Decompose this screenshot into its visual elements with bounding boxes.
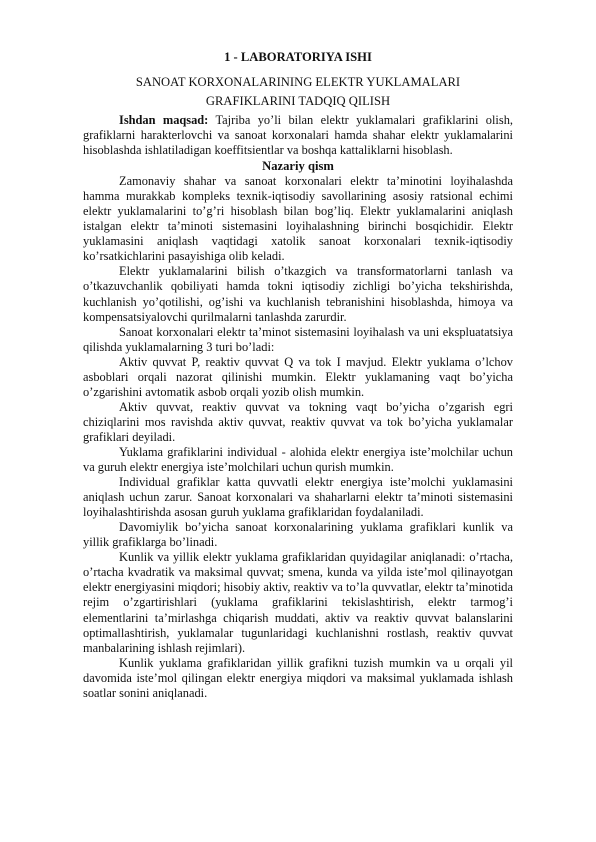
- purpose-label: Ishdan maqsad:: [119, 113, 209, 127]
- paragraph-8: Davomiylik bo’yicha sanoat korxonalarining yuklama grafiklari kunlik va yillik grafiklarga bo’linadi.: [83, 520, 513, 550]
- subtitle-line-1: SANOAT KORXONALARINING ELEKTR YUKLAMALARI: [135, 75, 461, 89]
- purpose-paragraph: [83, 113, 513, 158]
- subtitle-line-2: GRAFIKLARINI TADQIQ QILISH: [205, 94, 391, 108]
- paragraph-5: Aktiv quvvat, reaktiv quvvat va tokning vaqt bo’yicha o’zgarish egri chiziqlarini mos ravishda aktiv quvvat, reaktiv quvvat va tok bo’yicha yuklamalar grafiklari deyiladi.: [83, 399, 513, 444]
- paragraph-4: Aktiv quvvat P, reaktiv quvvat Q va tok I mavjud. Elektr yuklama o’lchov asboblari orqali nazorat qilinishi mumkin. Elektr yuklamaning vaqt bo’yicha o’zgarishini avtomatik asbob orqali yozib olish mumkin.: [83, 354, 513, 399]
- paragraph-2: Elektr yuklamalarini bilish o’tkazgich va transformatorlarni tanlash va o’tkazuvchanlik qobiliyati hamda tokni iqtisodiy zichligi bo’yicha tekshirishda, kuchlanish yo’qotilishi, og’ishi va kuchlanish tebranishini hisoblashda, himoya va kompensatsiyalovchi qurilmalarni tanlashda zarurdir.: [83, 264, 513, 324]
- paragraph-7: Individual grafiklar katta quvvatli elektr energiya iste’molchi yuklamasini aniqlash uchun zarur. Sanoat korxonalari va shaharlarni elektr ta’minoti sistemasini loyihalashtirishda asosan guruh yuklama grafiklaridan foydalaniladi.: [83, 475, 513, 520]
- paragraph-10: Kunlik yuklama grafiklaridan yillik grafikni tuzish mumkin va u orqali yil davomida iste’mol qilingan elektr energiya miqdori va maksimal yuklamada ishlash soatlar sonini aniqlanadi.: [83, 655, 513, 700]
- paragraph-3: Sanoat korxonalari elektr ta’minot sistemasini loyihalash va uni ekspluatatsiya qilishda yuklamalarning 3 turi bo’ladi:: [83, 324, 513, 354]
- document-page: [83, 50, 513, 701]
- lab-title: 1 - LABORATORIYA ISHI: [224, 50, 372, 64]
- purpose-text: Tajriba yo’li bilan elektr yuklamalari grafiklarini olish, grafiklarni harakterlovchi va sanoat korxonalari hamda shahar elektr yuklamalarini hisoblashda ishlatiladigan koeffitsientlar va boshqa kattaliklarni hisoblash.: [83, 113, 513, 158]
- theory-heading: Nazariy qism: [262, 159, 334, 174]
- paragraph-6: Yuklama grafiklarini individual - alohida elektr energiya iste’molchilar uchun va guruh elektr energiya iste’molchilari uchun qurish mumkin.: [83, 444, 513, 475]
- paragraph-9: Kunlik va yillik elektr yuklama grafiklaridan quyidagilar aniqlanadi: o’rtacha, o’rtacha kvadratik va maksimal quvvat; smena, kunda va yilda iste’mol qilinayotgan elektr energiyasini miqdori; hisobiy aktiv, reaktiv va to’la quvvatlar, elektr ta’minotida rejim o’zgartirishlari (yuklama grafiklarini tekislashtirish, elektr tarmog’i elementlarini ta’mirlashga chiqarish muddati, aktiv va reaktiv quvvat balanslarini optimallashtirish, yuklamalar tugunlaridagi kuchlanishni rostlash, reaktiv quvvat manbalarining ishlash rejimlari).: [83, 550, 513, 655]
- paragraph-1: Zamonaviy shahar va sanoat korxonalari elektr ta’minotini loyihalashda hamma murakkab kompleks texnik-iqtisodiy savollarining asosiy ratsional echimi elektr yuklamalarini to’g’ri hisoblash bilan bog’liq. Elektr yuklamalarini aniqlash istalgan elektr ta’minoti sistemasini loyihalashning birinchi bosqichidir. Elektr yuklamasini aniqlash vaqtidagi xatolik sanoat korxonalari texnik-iqtisodiy ko’rsatkichlarini pasayishiga olib keladi.: [83, 174, 513, 264]
